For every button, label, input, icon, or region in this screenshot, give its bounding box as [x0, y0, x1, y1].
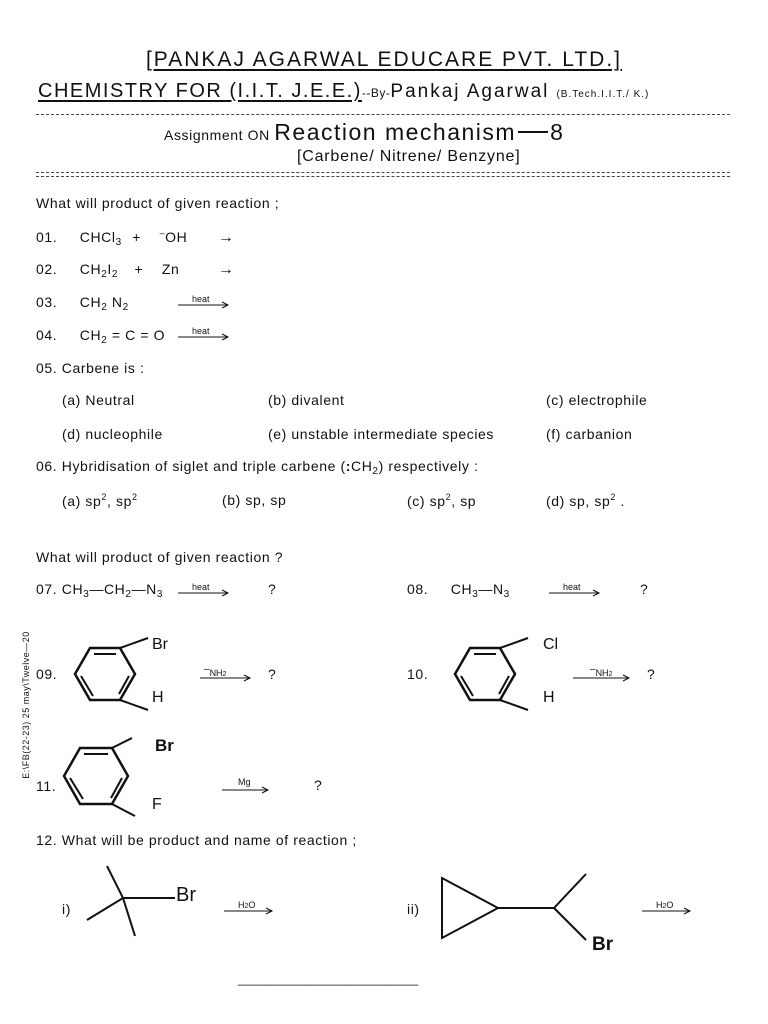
part-ii-label: ii) — [407, 901, 420, 917]
substituent-h: H — [543, 689, 555, 706]
author-name: Pankaj Agarwal — [390, 81, 550, 102]
reactant: $CH_2 = C = O$ — [79, 327, 166, 346]
plus-sign: + — [134, 261, 144, 277]
substituent-br: Br — [176, 884, 196, 906]
title-dash — [518, 131, 548, 133]
option-e: (e) unstable intermediate species — [268, 426, 495, 442]
answer-placeholder: ? — [314, 777, 323, 793]
question-06: 06. Hybridisation of siglet and triple carbene $(:CH_2)$ respectively : — [36, 458, 479, 477]
company-name: [PANKAJ AGARWAL EDUCARE PVT. LTD.] — [145, 48, 623, 71]
question-12: 12. What will be product and name of reaction ; — [36, 832, 357, 848]
condition-label: Mg — [238, 777, 251, 787]
benzene-ring-icon — [60, 640, 160, 710]
tert-butyl-structure-icon — [85, 860, 185, 940]
arrow-icon: → — [217, 261, 235, 278]
arrow-icon — [224, 906, 274, 916]
arrow-icon — [642, 906, 692, 916]
reactant: $CH_2$ $N_2$ — [79, 294, 129, 313]
plus-sign: + — [132, 229, 142, 245]
option-d: (d) nucleophile — [62, 426, 163, 442]
substituent-br: Br — [592, 934, 614, 955]
condition-label: H2O — [238, 900, 256, 910]
condition-label: heat — [192, 582, 210, 592]
question-07: 07. $CH_3—CH_2—N_3$ — [36, 581, 164, 600]
arrow-icon — [178, 300, 230, 310]
arrow-icon — [200, 673, 252, 683]
option-c: (c) $sp^2$, sp — [407, 492, 477, 509]
question-05: 05. Carbene is : — [36, 360, 145, 376]
q-number: 04. — [36, 327, 58, 343]
question-10-number: 10. — [407, 666, 429, 682]
arrow-icon — [178, 588, 230, 598]
question-02 — [36, 261, 234, 280]
substituent-f: F — [152, 796, 162, 813]
assignment-title: Reaction mechanism — [274, 119, 517, 145]
condition-label: H2O — [656, 900, 674, 910]
option-c: (c) electrophile — [546, 392, 648, 408]
reactant: CHCl$_3$ — [79, 229, 122, 248]
q-number: 01. — [36, 229, 58, 245]
question-03 — [36, 294, 129, 313]
question-11-number: 11. — [36, 778, 57, 794]
divider-double — [36, 172, 730, 177]
arrow-icon: → — [217, 229, 235, 246]
assignment-heading — [164, 119, 563, 146]
condition-label: heat — [192, 326, 210, 336]
answer-placeholder: ? — [640, 581, 649, 597]
question-01 — [36, 228, 234, 248]
option-a: (a) $sp^2$, $sp^2$ — [62, 492, 138, 509]
condition-label: heat — [563, 582, 581, 592]
answer-placeholder: ? — [268, 666, 277, 682]
option-f: (f) carbanion — [546, 426, 633, 442]
arrow-icon — [178, 332, 230, 342]
author-degree: (B.Tech.I.I.T./ K.) — [556, 89, 650, 100]
option-a: (a) Neutral — [62, 392, 135, 408]
section-heading-1: What will product of given reaction ; — [36, 195, 280, 211]
divider-dashed — [36, 114, 730, 115]
assignment-number: 8 — [550, 119, 563, 145]
assignment-prefix: Assignment ON — [164, 127, 270, 143]
question-04 — [36, 327, 165, 346]
option-b: (b) divalent — [268, 392, 345, 408]
part-i-label: i) — [62, 901, 71, 917]
answer-placeholder: ? — [268, 581, 277, 597]
substituent-br: Br — [152, 636, 168, 653]
benzene-ring-icon — [50, 740, 160, 815]
reactant: –OH — [159, 228, 188, 245]
arrow-icon — [549, 588, 601, 598]
section-heading-2: What will product of given reaction ? — [36, 549, 284, 565]
footer-line: ___________________________ — [238, 972, 419, 986]
course-label: CHEMISTRY FOR (I.I.T. J.E.E.) — [38, 80, 362, 102]
arrow-icon — [573, 673, 631, 683]
question-09-number: 09. — [36, 666, 58, 682]
benzene-ring-icon — [440, 640, 540, 710]
course-title — [38, 80, 649, 103]
condition-label: –NH2 — [204, 664, 227, 678]
arrow-icon — [222, 785, 270, 795]
condition-label: –NH2 — [590, 664, 613, 678]
substituent-cl: Cl — [543, 636, 559, 653]
q-number: 03. — [36, 294, 58, 310]
cyclopropyl-structure-icon — [436, 868, 596, 948]
reactant: $CH_2I_2$ — [79, 261, 119, 280]
option-d: (d) sp, $sp^2$ . — [546, 492, 625, 509]
assignment-subtitle: [Carbene/ Nitrene/ Benzyne] — [297, 148, 521, 165]
question-08: 08. $CH_3—N_3$ — [407, 581, 510, 600]
reactant: Zn — [161, 261, 180, 277]
answer-placeholder: ? — [647, 666, 656, 682]
substituent-h: H — [152, 689, 164, 706]
file-code: E:\FB(22-23) 25 may\Twelve—20 — [21, 631, 31, 779]
substituent-br: Br — [155, 736, 174, 755]
condition-label: heat — [192, 294, 210, 304]
option-b: (b) sp, sp — [222, 492, 287, 508]
by-label: --By- — [361, 86, 391, 100]
q-number: 02. — [36, 261, 58, 277]
